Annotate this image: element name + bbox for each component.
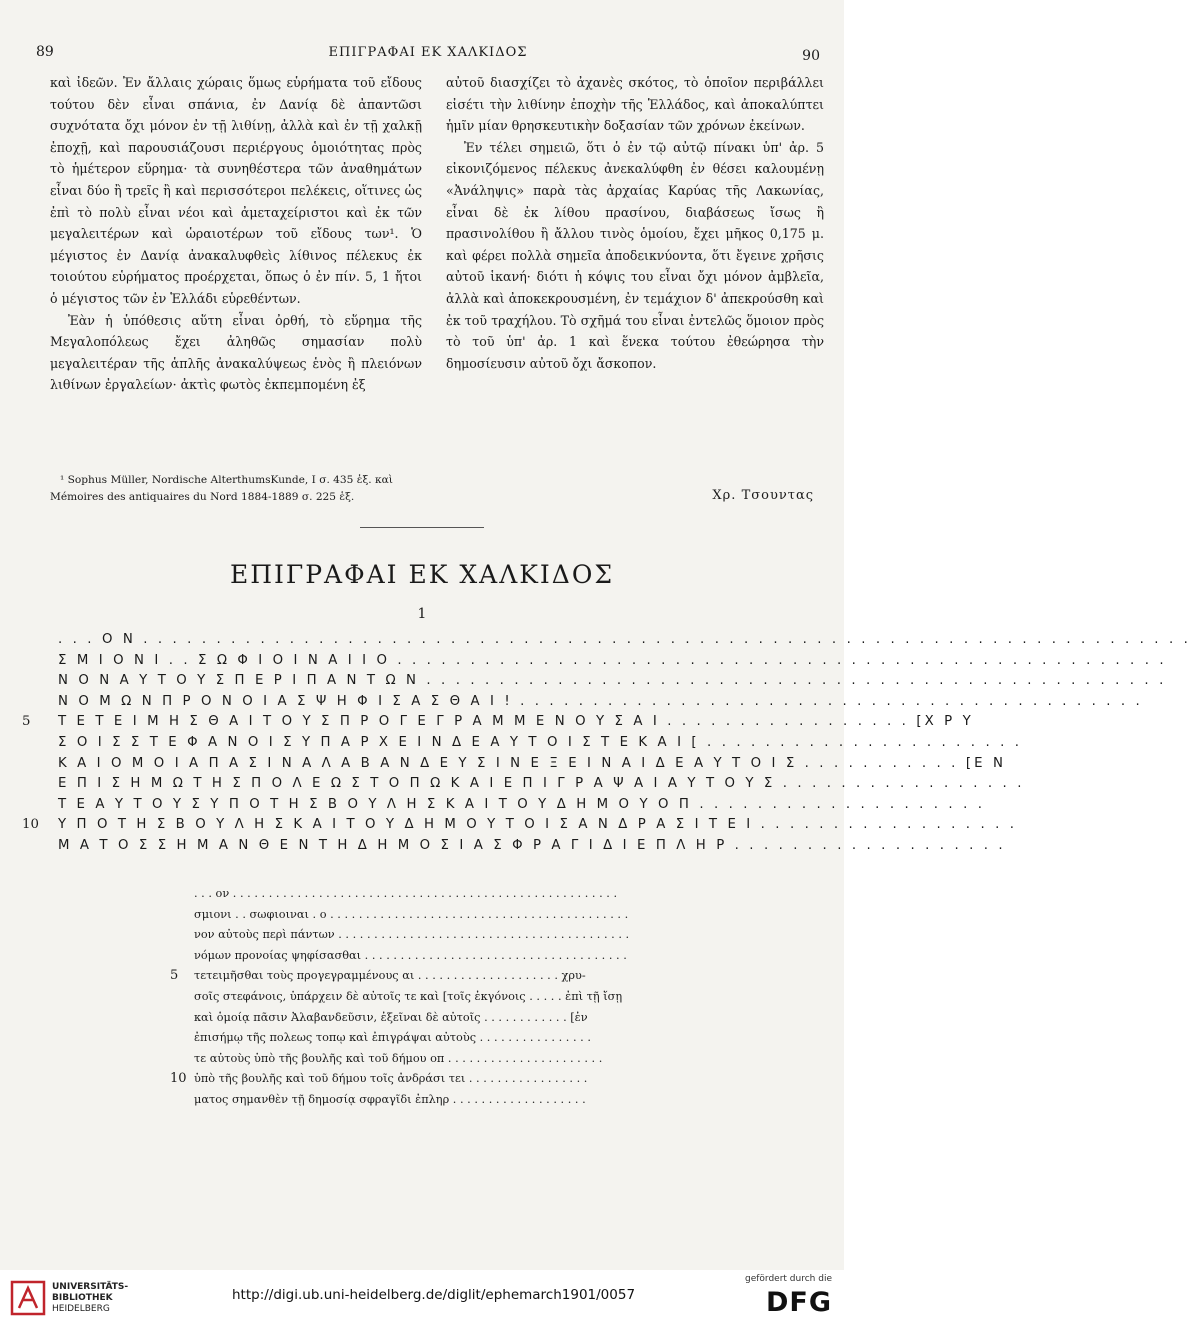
inscription-line	[22, 815, 1018, 836]
running-title: ΕΠΙΓΡΑΦΑΙ ΕΚ ΧΑΛΚΙΔΟΣ	[328, 45, 528, 60]
section-divider	[360, 527, 484, 528]
footnote	[50, 472, 422, 506]
transcription-line-number: 5	[170, 968, 179, 984]
library-seal-icon	[10, 1280, 46, 1316]
transcription-line-text: σοῖς στεφάνοις, ὑπάρχειν δὲ αὐτοῖς τε καὶ [τοῖς ἐκγόνοις . . . . . ἐπὶ τῇ ἴσῃ	[194, 989, 623, 1003]
right-paragraph-2: Ἐν τέλει σημειῶ, ὅτι ὁ ἐν τῷ αὐτῷ πίνακι ὑπ' ἀρ. 5 εἰκονιζόμενος πέλεκυς ἀνεκαλύφθη ἐν θέσει καλουμένῃ «Ἀνάληψις» παρὰ τὰς ἀρχαίας Καρύας τῆς Λακωνίας, εἶναι δὲ ἐκ λίθου πρασίνου, διαβάσεως ἴσως ἢ πρασινολίθου ἢ ἄλλου τινὸς ὁμοίου, ἔχει μῆκος 0,175 μ. καὶ φέρει πολλὰ σημεῖα ἀποδεικνύοντα, ὅτι ἔγεινε χρῆσις αὐτοῦ ἱκανή· διότι ἡ κόψις του εἶναι ὄχι μόνον ἀμβλεῖα, ἀλλὰ καὶ ἀποκεκρουσμένη, ἐν τεμάχιον δ' ἀπεκρούσθη καὶ ἐκ τοῦ τραχήλου. Τὸ σχῆμά του εἶναι ἐντελῶς ὅμοιον πρὸς τὸ τοῦ ὑπ' ἀρ. 1 καὶ ἕνεκα τούτου ἐθεώρησα τὴν δημοσίευσιν αὐτοῦ ὄχι ἄσκοπον.	[446, 139, 824, 371]
library-name-line-1: UNIVERSITÄTS-	[52, 1282, 129, 1292]
inscription-line-text: Τ Ε Τ Ε Ι Μ Η Σ Θ Α Ι Τ Ο Υ Σ Π Ρ Ο Γ Ε Γ Ρ Α Μ Μ Ε Ν Ο Υ Σ Α Ι . . . . . . . . . . . . . . . . . [Χ Ρ Υ	[58, 714, 974, 730]
transcription-line-number: 10	[170, 1071, 187, 1087]
transcription-line-text: ματος σημανθὲν τῇ δημοσίᾳ σφραγῖδι ἐπληρ . . . . . . . . . . . . . . . . . . .	[194, 1092, 586, 1106]
right-paragraph-1: αὐτοῦ διασχίζει τὸ ἀχανὲς σκότος, τὸ ὁποῖον περιβάλλει εἰσέτι τὴν λιθίνην ἐποχὴν τῆς Ἑλλάδος, καὶ ἀποκαλύπτει ἡμῖν μίαν θρησκευτικὴν δοξασίαν τῶν χρόνων ἐκείνων.	[446, 75, 824, 134]
inscription-number: 1	[417, 606, 427, 622]
inscription-line-text: Σ Ο Ι Σ Σ Τ Ε Φ Α Ν Ο Ι Σ Υ Π Α Ρ Χ Ε Ι Ν Δ Ε Α Υ Τ Ο Ι Σ Τ Ε Κ Α Ι [ . . . . . . . . . . . . . . . . . . . . . .	[58, 734, 1023, 750]
transcription-line	[170, 987, 824, 1008]
transcription-line-text: νόμων προνοίας ψηφίσασθαι . . . . . . . . . . . . . . . . . . . . . . . . . . . . . . . . . . . . .	[194, 948, 627, 962]
left-paragraph-1: καὶ ἰδεῶν. Ἐν ἄλλαις χώραις ὅμως εὑρήματα τοῦ εἴδους τούτου δὲν εἶναι σπάνια, ἐν Δανίᾳ δὲ ἀπαντῶσι συχνότατα ὄχι μόνον ἐν τῇ λιθίνῃ, ἀλλὰ καὶ ἐν τῇ χαλκῇ ἐποχῇ, καὶ παρουσιάζουσι περιέργους ὁμοιότητας πρὸς τὸ ἡμέτερον εὕρημα· τὰ συνηθέστερα τῶν ἀναθημάτων εἶναι δύο ἢ τρεῖς ἢ καὶ περισσότεροι πελέκεις, οἵτινες ὡς ἐπὶ τὸ πολὺ εἶναι νέοι καὶ ἀμεταχείριστοι καὶ ἐκ τῶν μεγαλειτέρων καὶ ὡραιοτέρων τοῦ εἴδους των¹. Ὁ μέγιστος ἐν Δανίᾳ ἀνακαλυφθεὶς λίθινος πέλεκυς ἐκ τοιούτου εὑρήματος προέρχεται, ὅπως ὁ ἐν πίν. 5, 1 ἤτοι ὁ μέγιστος τῶν ἐν Ἑλλάδι εὑρεθέντων.	[50, 75, 422, 306]
inscription-line-text: Ε Π Ι Σ Η Μ Ω Τ Η Σ Π Ο Λ Ε Ω Σ Τ Ο Π Ω Κ Α Ι Ε Π Ι Γ Ρ Α Ψ Α Ι Α Υ Τ Ο Υ Σ . . . . . . . . . . . . . . . . .	[58, 776, 1025, 792]
transcription-line-text: τετειμῆσθαι τοὺς προγεγραμμένους αι . . . . . . . . . . . . . . . . . . . . χρυ-	[194, 969, 586, 983]
source-url-link[interactable]: http://digi.ub.uni-heidelberg.de/diglit/ephemarch1901/0057	[232, 1287, 636, 1303]
transcription-line-text: ὑπὸ τῆς βουλῆς καὶ τοῦ δήμου τοῖς ἀνδράσι τει . . . . . . . . . . . . . . . . .	[194, 1072, 588, 1086]
transcription-line-text: τε αὐτοὺς ὑπὸ τῆς βουλῆς καὶ τοῦ δήμου οπ . . . . . . . . . . . . . . . . . . . . . .	[194, 1051, 603, 1065]
inscription-line	[22, 795, 986, 816]
inscription-line	[22, 774, 1025, 795]
author-signature: Χρ. Τσουντας	[712, 488, 814, 503]
transcription-line-text: ἐπισήμῳ τῆς πολεως τοπῳ καὶ ἐπιγράψαι αὐτοὺς . . . . . . . . . . . . . . . .	[194, 1031, 591, 1045]
inscription-line	[22, 630, 1191, 651]
dfg-logo: DFG	[765, 1287, 832, 1318]
transcription-line	[170, 1008, 824, 1029]
transcription-line-text: . . . ον . . . . . . . . . . . . . . . . . . . . . . . . . . . . . . . . . . . . . . . . . . . . . . . . . . . . . .	[194, 887, 618, 900]
library-name-line-3: HEIDELBERG	[52, 1304, 110, 1314]
transcription-line	[170, 1069, 824, 1090]
inscription-line-text: Υ Π Ο Τ Η Σ Β Ο Υ Λ Η Σ Κ Α Ι Τ Ο Υ Δ Η Μ Ο Υ Τ Ο Ι Σ Α Ν Δ Ρ Α Σ Ι Τ Ε Ι . . . . . . . . . . . . . . . . . .	[58, 817, 1018, 833]
funder-note: gefördert durch die	[745, 1274, 832, 1284]
library-name-line-2: BIBLIOTHEK	[52, 1293, 113, 1303]
inscription-line	[22, 754, 1007, 775]
transcription-line	[170, 1028, 824, 1049]
right-column	[446, 72, 824, 374]
left-column	[50, 72, 422, 396]
library-name	[52, 1282, 128, 1315]
transcription-line	[170, 925, 824, 946]
inscription-line-text: Σ Μ Ι Ο Ν Ι . . Σ Ω Φ Ι Ο Ι Ν Α Ι Ι Ο . . . . . . . . . . . . . . . . . . . . . . . . . . . . . . . . . . . . . . . . . . . . . . . . . . . . .	[58, 652, 1167, 668]
page-number-right: 90	[802, 48, 820, 64]
transcription-line	[170, 1090, 824, 1111]
inscription-line-text: Κ Α Ι Ο Μ Ο Ι Α Π Α Σ Ι Ν Α Λ Α Β Α Ν Δ Ε Υ Σ Ι Ν Ε Ξ Ε Ι Ν Α Ι Δ Ε Α Υ Τ Ο Ι Σ . . . . . . . . . . . [Ε Ν	[58, 755, 1007, 771]
inscription-line-text: Μ Α Τ Ο Σ Σ Η Μ Α Ν Θ Ε Ν Τ Η Δ Η Μ Ο Σ Ι Α Σ Φ Ρ Α Γ Ι Δ Ι Ε Π Λ Η Ρ . . . . . . . . . . . . . . . . . . .	[58, 837, 1006, 853]
transcription-line-text: νον αὐτοὺς περὶ πάντων . . . . . . . . . . . . . . . . . . . . . . . . . . . . . . . . . . . . . . . . .	[194, 928, 630, 942]
inscription-line-number: 5	[22, 714, 31, 730]
transcription-line-text: καὶ ὁμοίᾳ πᾶσιν Ἀλαβανδεῦσιν, ἐξεῖναι δὲ αὐτοῖς . . . . . . . . . . . . [ἐν	[194, 1010, 588, 1024]
transcription-line	[170, 966, 824, 987]
transcription-line	[170, 905, 824, 926]
inscription-line-number: 10	[22, 817, 39, 833]
inscription-line-text: Τ Ε Α Υ Τ Ο Υ Σ Υ Π Ο Τ Η Σ Β Ο Υ Λ Η Σ Κ Α Ι Τ Ο Υ Δ Η Μ Ο Υ Ο Π . . . . . . . . . . . . . . . . . . . .	[58, 796, 986, 812]
inscription-line	[22, 733, 1023, 754]
transcription-line-text: σμιονι . . σωφιοιναι . ο . . . . . . . . . . . . . . . . . . . . . . . . . . . . . . . . . . . . . . . . . .	[194, 907, 629, 921]
page-number-left: 89	[36, 44, 54, 60]
inscription-line	[22, 712, 974, 733]
transcription-line	[170, 884, 824, 905]
inscription-line	[22, 836, 1006, 857]
transcription-line	[170, 1049, 824, 1070]
left-paragraph-2: Ἐὰν ἡ ὑπόθεσις αὕτη εἶναι ὀρθή, τὸ εὕρημα τῆς Μεγαλοπόλεως ἔχει ἀληθῶς σημασίαν πολὺ μεγαλειτέραν τῆς ἁπλῆς ἀνακαλύψεως ἑνὸς ἢ πλειόνων λιθίνων ἐργαλείων· ἀκτὶς φωτὸς ἐκπεμπομένη ἐξ	[50, 312, 422, 393]
inscription-line-text: Ν Ο Μ Ω Ν Π Ρ Ο Ν Ο Ι Α Σ Ψ Η Φ Ι Σ Α Σ Θ Α Ι ! . . . . . . . . . . . . . . . . . . . . . . . . . . . . . . . . . . . . . . . . . . .	[58, 693, 1143, 709]
digitization-footer	[0, 1270, 844, 1326]
footnote-text: ¹ Sophus Müller, Nordische AlterthumsKunde, I σ. 435 ἑξ. καὶ Mémoires des antiquaires du Nord 1884-1889 σ. 225 ἑξ.	[50, 474, 393, 503]
inscription-line	[22, 692, 1143, 713]
transcription-line	[170, 946, 824, 967]
inscription-transcription	[170, 884, 824, 1111]
inscription-line	[22, 671, 1167, 692]
inscription-line-text: . . . Ο Ν . . . . . . . . . . . . . . . . . . . . . . . . . . . . . . . . . . . . . . . . . . . . . . . . . . . . . . . . . . . . . . . . . . . . . . . .	[58, 632, 1191, 647]
section-title: ΕΠΙΓΡΑΦΑΙ ΕΚ ΧΑΛΚΙΔΟΣ	[229, 560, 615, 589]
inscription-line-text: Ν Ο Ν Α Υ Τ Ο Υ Σ Π Ε Ρ Ι Π Α Ν Τ Ω Ν . . . . . . . . . . . . . . . . . . . . . . . . . . . . . . . . . . . . . . . . . . . . . . . . . . .	[58, 673, 1167, 689]
running-header	[36, 44, 820, 66]
inscription-majuscule	[22, 630, 1191, 857]
inscription-line	[22, 651, 1167, 672]
